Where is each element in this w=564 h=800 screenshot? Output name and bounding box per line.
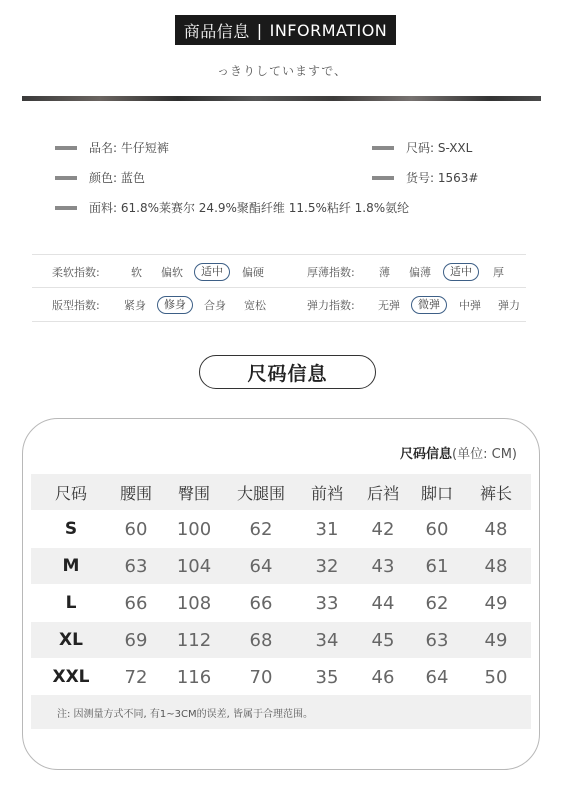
info-material — [55, 199, 409, 216]
size-value: 61 — [425, 555, 449, 577]
size-value: 32 — [315, 555, 339, 577]
column-header: 臀围 — [177, 483, 210, 503]
size-value: 44 — [371, 592, 395, 614]
size-value: 34 — [315, 629, 339, 651]
info-sku — [372, 169, 478, 186]
title-en: INFORMATION — [269, 20, 388, 40]
size-value: 48 — [484, 555, 508, 577]
selected-pill: 微弹 — [411, 296, 447, 314]
unit-note — [400, 443, 517, 462]
size-value: 100 — [176, 518, 212, 540]
size-value: 66 — [249, 592, 273, 614]
elasticity-label: 弹力指数: — [307, 299, 355, 312]
size-value: 33 — [315, 592, 339, 614]
size-value: 35 — [315, 666, 339, 688]
size-table-header — [31, 474, 531, 510]
fit-option-selected — [157, 288, 193, 322]
size-row-l — [31, 585, 531, 621]
info-size — [372, 139, 472, 156]
size-row-xl — [31, 622, 531, 658]
info-size-text: 尺码: S-XXL — [406, 141, 473, 155]
size-label: S — [64, 519, 78, 539]
size-value: 63 — [425, 629, 449, 651]
unit-text: (单位: CM) — [452, 447, 517, 462]
dash-icon — [372, 146, 394, 150]
info-name-text: 品名: 牛仔短裤 — [89, 141, 169, 155]
selected-pill: 修身 — [157, 296, 193, 314]
size-value: 50 — [484, 666, 508, 688]
product-photo-strip — [22, 96, 541, 101]
size-value: 43 — [371, 555, 395, 577]
fit-option: 合身 — [204, 299, 226, 312]
size-value: 49 — [484, 629, 508, 651]
thickness-option-selected — [443, 255, 479, 289]
dash-icon — [55, 146, 77, 150]
info-material-text: 面料: 61.8%莱赛尔 24.9%聚酯纤维 11.5%粘纤 1.8%氨纶 — [89, 201, 410, 215]
size-row-s — [31, 511, 531, 547]
size-value: 112 — [176, 629, 212, 651]
size-value: 31 — [315, 518, 339, 540]
dash-icon — [55, 206, 77, 210]
size-value: 42 — [371, 518, 395, 540]
size-label: XL — [59, 630, 83, 650]
size-label: XXL — [52, 667, 90, 687]
fit-label: 版型指数: — [52, 299, 100, 312]
elasticity-option-selected — [411, 288, 447, 322]
section-title-bar — [175, 15, 396, 45]
size-value: 69 — [124, 629, 148, 651]
size-value: 48 — [484, 518, 508, 540]
size-value: 45 — [371, 629, 395, 651]
measurement-note: 注: 因测量方式不同, 有1~3CM的误差, 皆属于合理范围。 — [31, 695, 531, 729]
size-value: 63 — [124, 555, 148, 577]
size-chart-card — [22, 418, 540, 770]
thickness-option: 偏薄 — [409, 266, 431, 279]
column-header: 裤长 — [479, 483, 512, 503]
info-color-text: 颜色: 蓝色 — [89, 171, 145, 185]
info-name — [55, 139, 169, 156]
index-row-1 — [32, 254, 526, 288]
elasticity-option: 中弹 — [459, 299, 481, 312]
softness-option: 软 — [131, 266, 142, 279]
unit-title: 尺码信息 — [400, 447, 453, 462]
title-cn: 商品信息 — [183, 21, 250, 41]
column-header: 脚口 — [420, 483, 453, 503]
softness-label: 柔软指数: — [52, 266, 100, 279]
column-header: 前裆 — [310, 483, 343, 503]
title-separator: | — [256, 20, 263, 40]
size-value: 104 — [176, 555, 212, 577]
softness-option: 偏软 — [161, 266, 183, 279]
size-value: 64 — [425, 666, 449, 688]
size-value: 116 — [176, 666, 212, 688]
selected-pill: 适中 — [443, 263, 479, 281]
size-value: 72 — [124, 666, 148, 688]
elasticity-option: 无弹 — [378, 299, 400, 312]
elasticity-option: 弹力 — [498, 299, 520, 312]
size-value: 49 — [484, 592, 508, 614]
thickness-label: 厚薄指数: — [307, 266, 355, 279]
dash-icon — [55, 176, 77, 180]
size-section-title: 尺码信息 — [199, 355, 376, 389]
column-header: 后裆 — [366, 483, 399, 503]
column-header: 大腿围 — [236, 483, 285, 503]
thickness-option: 厚 — [493, 266, 504, 279]
size-label: L — [65, 593, 77, 613]
column-header: 腰围 — [119, 483, 152, 503]
size-value: 46 — [371, 666, 395, 688]
column-header: 尺码 — [54, 483, 87, 503]
info-color — [55, 169, 145, 186]
dash-icon — [372, 176, 394, 180]
size-value: 70 — [249, 666, 273, 688]
size-value: 68 — [249, 629, 273, 651]
size-value: 60 — [425, 518, 449, 540]
size-row-m — [31, 548, 531, 584]
size-value: 108 — [176, 592, 212, 614]
fit-option: 宽松 — [244, 299, 266, 312]
size-value: 60 — [124, 518, 148, 540]
selected-pill: 适中 — [194, 263, 230, 281]
index-row-2 — [32, 288, 526, 322]
size-label: M — [62, 556, 80, 576]
size-value: 62 — [425, 592, 449, 614]
softness-option-selected — [194, 255, 230, 289]
size-value: 66 — [124, 592, 148, 614]
size-value: 64 — [249, 555, 273, 577]
size-value: 62 — [249, 518, 273, 540]
softness-option: 偏硬 — [242, 266, 264, 279]
fit-option: 紧身 — [124, 299, 146, 312]
size-row-xxl — [31, 659, 531, 695]
info-sku-text: 货号: 1563# — [406, 171, 479, 185]
thickness-option: 薄 — [379, 266, 390, 279]
subtitle: っきりしていますで、 — [216, 64, 348, 78]
